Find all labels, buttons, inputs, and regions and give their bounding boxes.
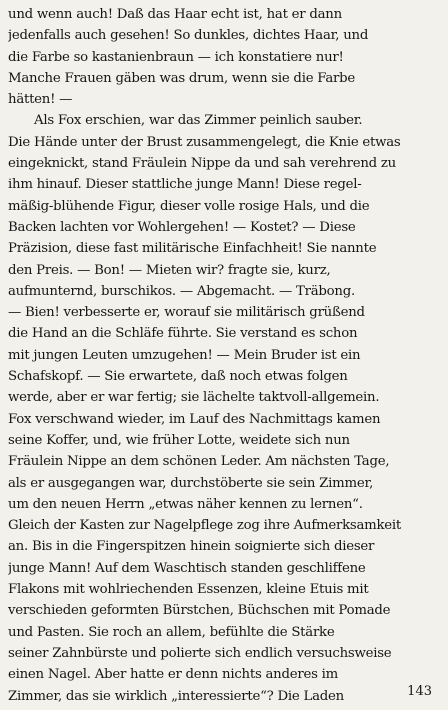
text-line: die Hand an die Schläfe führte. Sie verstand es schon <box>8 326 358 342</box>
text-line: Schafskopf. — Sie erwartete, daß noch etwas folgen <box>8 369 348 385</box>
text-line: seiner Zahnbürste und polierte sich endlich versuchsweise <box>8 645 392 661</box>
text-line: Fox verschwand wieder, im Lauf des Nachmittags kamen <box>8 411 381 427</box>
text-line: Flakons mit wohlriechenden Essenzen, kleine Etuis mit <box>8 582 369 598</box>
text-line: den Preis. — Bon! — Mieten wir? fragte sie, kurz, <box>8 262 331 278</box>
text-line: die Farbe so kastanienbraun — ich konstatiere nur! <box>8 49 344 65</box>
text-line: Backen lachten vor Wohlergehen! — Kostet? — Diese <box>8 219 356 235</box>
text-line: als er ausgegangen war, durchstöberte sie sein Zimmer, <box>8 475 374 491</box>
text-line: einen Nagel. Aber hatte er denn nichts anderes im <box>8 667 339 683</box>
text-line: um den neuen Herrn „etwas näher kennen zu lernen“. <box>8 496 363 512</box>
text-line: hätten! — <box>8 92 73 108</box>
text-line: seine Koffer, und, wie früher Lotte, weidete sich nun <box>8 432 350 448</box>
page-number: 143 <box>407 684 432 699</box>
text-line: mit jungen Leuten umzugehen! — Mein Bruder ist ein <box>8 347 361 363</box>
text-line: ihm hinauf. Dieser stattliche junge Mann! Diese regel- <box>8 177 362 193</box>
text-line: Die Hände unter der Brust zusammengelegt, die Knie etwas <box>8 134 401 150</box>
text-line: eingeknickt, stand Fräulein Nippe da und sah verehrend zu <box>8 156 396 172</box>
paragraph-2 <box>8 110 440 706</box>
text-line: und Pasten. Sie roch an allem, befühlte die Stärke <box>8 624 335 640</box>
text-line: verschieden geformten Bürstchen, Büchschen mit Pomade <box>8 603 391 619</box>
text-line: Gleich der Kasten zur Nagelpflege zog ihre Aufmerksamkeit <box>8 518 402 534</box>
text-line: jedenfalls auch gesehen! So dunkles, dichtes Haar, und <box>8 28 369 44</box>
text-line: aufmunternd, burschikos. — Abgemacht. — Träbong. <box>8 283 355 299</box>
text-line: werde, aber er war fertig; sie lächelte taktvoll-allgemein. <box>8 390 380 406</box>
text-line: Fräulein Nippe an dem schönen Leder. Am nächsten Tage, <box>8 454 390 470</box>
text-line: Manche Frauen gäben was drum, wenn sie die Farbe <box>8 70 356 86</box>
text-line: — Bien! verbesserte er, worauf sie militärisch grüßend <box>8 305 365 321</box>
text-line: mäßig-blühende Figur, dieser volle rosige Hals, und die <box>8 198 370 214</box>
text-line: und wenn auch! Daß das Haar echt ist, hat er dann <box>8 7 342 22</box>
text-line: junge Mann! Auf dem Waschtisch standen geschliffene <box>8 560 366 576</box>
text-line: Präzision, diese fast militärische Einfachheit! Sie nannte <box>8 241 377 257</box>
text-line: an. Bis in die Fingerspitzen hinein soignierte sich dieser <box>8 539 375 555</box>
book-page <box>8 4 440 704</box>
text-line: Als Fox erschien, war das Zimmer peinlich sauber. <box>34 113 363 129</box>
paragraph-1 <box>8 4 440 110</box>
text-line: Zimmer, das sie wirklich „interessierte“? Die Laden <box>8 688 344 704</box>
